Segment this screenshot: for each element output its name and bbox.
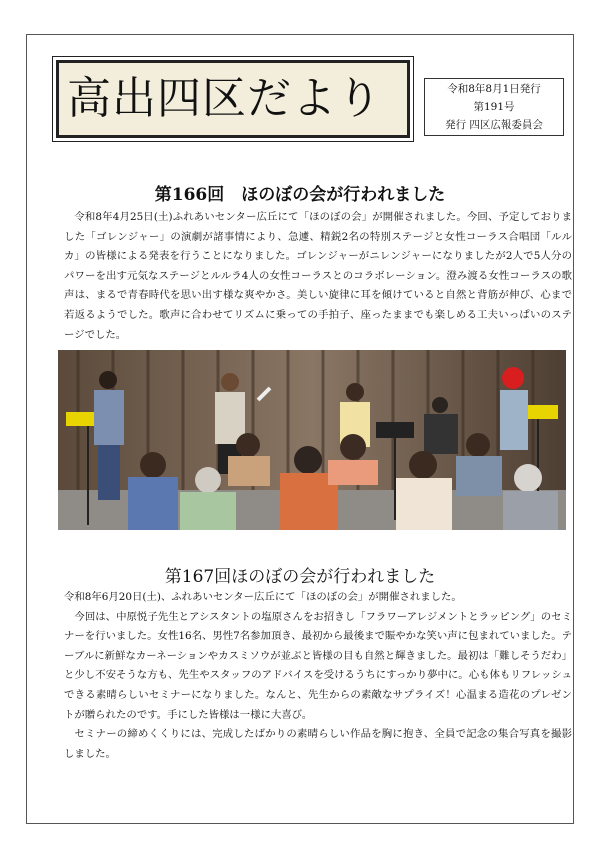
article2-paragraph-3: セミナーの締めくくりには、完成したばかりの素晴らしい作品を胸に抱き、全員で記念の集合写真を撮影しました。 (64, 728, 572, 760)
issue-number: 第191号 (473, 101, 515, 113)
article2-paragraph-1: 令和8年6月20日(土)、ふれあいセンター広丘にて「ほのぼの会」が開催されました。 (64, 591, 462, 603)
article2-body (64, 588, 572, 764)
article1-headline: 第166回 ほのぼの会が行われました (154, 185, 446, 205)
concert-photo (58, 350, 566, 530)
concert-photo-illustration (58, 350, 566, 530)
issue-info-box (424, 78, 564, 136)
article2-headline: 第167回ほのぼの会が行われました (164, 567, 436, 587)
article1-paragraph: 令和8年4月25日(土)ふれあいセンター広丘にて「ほのぼの会」が開催されました。今回、予定しておりました「ゴレンジャー」の演劇が諸事情により、急遽、精鋭2名の特別ステージと女性コーラス合唱団「ルルカ」の皆様による発表を行うことになりました。ゴレンジャーがニレンジャーになりましたが2人で5人分のパワーを出す元気なステージとルルラ4人の女性コーラスとのコラボレーション。澄み渡る女性コーラスの歌声は、まるで青春時代を思い出す様な爽やかさ。美しい旋律に耳を傾けていると自然と背筋が伸び、心まで若返るようでした。歌声に合わせてリズムに乗っての手拍子、座ったままでも楽しめる工夫いっぱいのステージでした。 (64, 211, 572, 341)
issue-date: 令和8年8月1日発行 (447, 83, 541, 95)
article2-paragraph-2: 今回は、中原悦子先生とアシスタントの塩原さんをお招きし「フラワーアレジメントとラッピング」のセミナーを行いました。女性16名、男性7名参加頂き、最初から最後まで賑やかな笑い声に包まれていました。テーブルに新鮮なカーネーションやカスミソウが並ぶと皆様の目も自然と輝きました。最初は「難しそうだわ」と少し不安そうな方も、先生やスタッフのアドバイスを受けるうちにすっかり夢中に。心も体もリフレッシュできる素晴らしいセミナーになりました。なんと、先生からの素敵なサプライズ！心温まる造花のプレゼントが贈られたのです。手にした皆様は一様に大喜び。 (64, 610, 572, 721)
issue-publisher: 発行 四区広報委員会 (445, 119, 543, 131)
article1-body (64, 208, 572, 345)
masthead-title: 高出四区だより (67, 73, 382, 124)
masthead (56, 60, 410, 138)
